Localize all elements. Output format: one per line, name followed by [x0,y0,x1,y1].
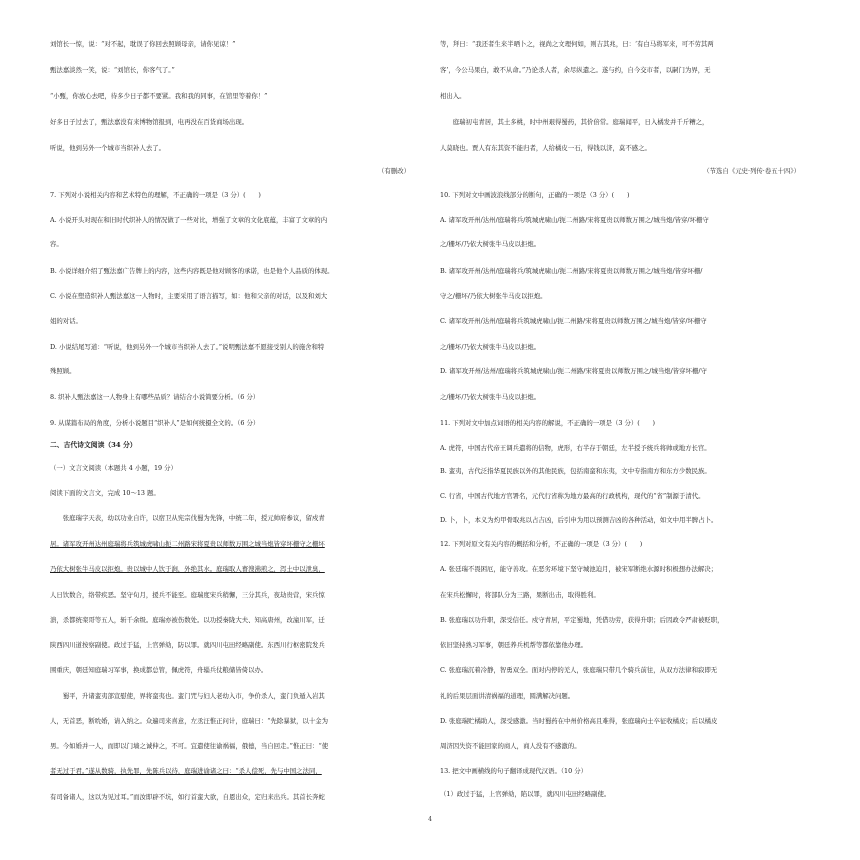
right-text-line: 等，拜曰：“我还者生来半晒卜之，视尚之文理何如，则吉其兆，曰：‘有白马将军来，可不劳其两 [440,40,714,48]
page-number: 4 [428,816,432,823]
left-text-line: 7. 下列对小说相关内容和艺术特色的理解，不正确的一项是（3 分）( ) [50,191,261,199]
right-text-line: C. 张庭瑞沉着冷静，智勇双全。面对内停的羌人，张庭瑞只带几个骑兵前往，从双方法律和寂即无 [440,666,718,674]
right-text-line: （1）政过于猛，上官弹劾，陷以罪，就四川屯田经略副使。 [440,790,611,798]
right-text-line: 之/栅坏/乃依大树张牛马皮以拒炮。 [440,393,541,401]
underlined-sentence: 者无过于君。”遂从数骑，执先罪，先陈兵以待，庭瑞进谕诸之曰：“杀人偿死，先与中国之法同， [50,767,322,775]
right-text-line: 11. 下列对文中加点词语的相关内容的解说，不正确的一项是（3 分）( ) [440,419,655,427]
left-text-line: 人日饮数合，络带疾恶。坚守旬月，援兵不能至。庭瑞度宋兵稍懈，三分其兵，夜劫贵营，宋兵惊 [50,591,325,599]
left-text-line: 甄法嘉淡然一笑，说：“刘馆长，你客气了。” [50,66,175,74]
right-text-line: 13. 把文中画横线的句子翻译成现代汉语。（10 分） [440,767,587,775]
right-text-line: B. 蛮夷，古代泛指华夏民族以外的其他民族，包括南蛮和东夷，文中专指南方和东方少数民族。 [440,467,711,475]
right-text-line: 礼的后果层面讲清祸福的道理，圆满解决问题。 [440,692,575,700]
left-text-line: 蜀平，升诸蛮夷部宣慰使，界将蛮夷也。蛮门咒与妇人老幼入市，争价杀人，蛮门负遁入岩其 [50,692,325,700]
left-text-line: 围重庆，朝廷知庭瑞习军事，换成都总管，佩虎符，舟辎兵仗粮储皆倚以办。 [50,666,268,674]
right-text-line: A. 张廷瑞不畏困厄，能守善攻。在恶劣环境下坚守城池迫月，被宋军断绝水源时积极想办法解决； [440,565,718,573]
left-text-line: 阅读下面的文言文，完成 10～13 题。 [50,489,160,497]
right-text-line: D. 张庭瑞贮橘助人，深受感激。当时蜀药在中州价格高且难得，张庭瑞向士卒征收橘皮；后以橘皮 [440,717,718,725]
left-text-line: （一）文言文阅读（本题共 4 小题，19 分） [50,464,177,472]
right-text-line: 客’，今公马果白，敢不从命。”乃论杀人者，余尽纵遣之。遂与约，自今交市者，以嗣门为界，无 [440,66,711,74]
right-text-line: 之/栅坏/乃依大树张牛马皮以拒炮。 [440,240,541,248]
right-text-line: 之/栅坏/乃依大树张牛马皮以拒炮。 [440,343,541,351]
right-text-line: 依旧坚持熟习军事，朝廷养兵机帮等都依靠他办理。 [440,641,587,649]
left-text-line: 殊照顾。 [50,367,76,375]
left-text-line: 陕西四川道按察副使。政过于猛，上官弹劾，防以罪。就四川屯田经略副使。东西川行枢密院发兵 [50,641,325,649]
underlined-sentence: 居。诸军攻开州达州庭瑞将兵筑城虎啸山扼二州路宋将夏贵以师数万围之城当炮皆穿坏栅守之栅坏 [50,540,325,548]
left-text-line: 刘馆长一惊，说：“对不起，耽误了你回去照顾母亲，请你见谅！” [50,40,236,48]
right-text-line: D. 卜，卜，本义为灼甲骨取兆以占吉凶，后引申为用以预测吉凶的各种活动，如文中用半脾占卜。 [440,516,718,524]
right-text-line: （节选自《元史·列传·卷五十四》） [703,167,800,175]
left-text-line: 人，无首恶，断吮婚，请入纳之。众遍司来喜意，左丞汪惟正问计，庭瑞曰：“先除暴狱，以十金为 [50,717,329,725]
left-text-line: 姐的对话。 [50,317,82,325]
right-text-line: 周济因失资不能回家的商人，商人没有不感激的。 [440,742,581,750]
left-text-line: 有司备诸人，这以为见过耳。”而汝即辟不坑，如行首蛮大欲，自恩出众，定归来出兵。其首长奔蛇 [50,793,325,801]
right-text-line: 12. 下列对原文有关内容的概括和分析，不正确的一项是（3 分）( ) [440,540,643,548]
left-text-line: 9. 从谋篇布局的角度，分析小说题目“织补人”是如何统摄全文的。（6 分） [50,419,260,427]
right-text-line: 人莫晓也。贾人有东其资不能归者，人给橘皮一石，得钱以济，莫不感之。 [440,144,651,152]
right-text-line: 10. 下列对文中画波浪线部分的断句，正确的一项是（3 分）( ) [440,191,630,199]
right-text-line: C. 行省，中国古代地方官署名，元代行省称为地方最高的行政机构，现代的“省”制源于清代。 [440,492,705,500]
left-text-line: B. 小说详细介绍了甄法嘉广告牌上的内容，这些内容既是他对顾客的承诺，也是他个人品质的体现。 [50,267,334,275]
right-text-line: 守之/栅坏/乃依大树张牛马皮以拒炮。 [440,292,547,300]
left-text-line: C. 小说在塑造织补人甄法嘉这一人物时，主要采用了语言描写，如：他和父亲的对话，以及和刘大 [50,292,328,300]
left-text-line: 容。 [50,240,63,248]
left-text-line: A. 小说开头对现在和旧时代织补人的情况做了一些对比，增强了文章的文化底蕴，丰富了文章的内 [50,216,328,224]
left-text-line: 张庭瑞字天表，幼以功业自许，以宿卫从宪宗伐蜀为先锋，中统二年，授元帅府参议，留戍青 [50,514,325,522]
left-text-line: 溃，杀都统栾哥等五人，斩千余级。庭瑞亦被伤数处。以功授秦陇大夫、知高唐州，改潼川军，迁 [50,616,325,624]
left-text-line: 8. 织补人甄法嘉这一人物身上有哪些品质？请结合小说简要分析。（6 分） [50,393,260,401]
right-text-line: B. 诸军攻开州/达州/庭瑞将兵/筑城虎啸山/扼二州路/宋将夏贵以师数万围之/城当炮/皆穿坏栅/ [440,267,703,275]
right-text-line: B. 张庭瑞以功升职，深受信任。戍守青居，平定蜀地，凭借功劳，获得升职；后因政令严肃被贬职， [440,616,724,624]
right-text-line: A. 虎符，中国古代帝王调兵遣将的信物，虎形，右半存于朝廷，左半授予统兵将帅或地方长官。 [440,444,711,452]
left-text-line [50,540,410,549]
right-text-line: 在宋兵松懈时，将部队分为三路，果断出击，取得胜利。 [440,591,600,599]
left-text-line: D. 小说结尾写道：“听说，他到另外一个城市当织补人去了。”说明甄法嘉不愿接受别人的施舍和特 [50,343,325,351]
right-text-line: D. 诸军攻开州/达州/庭瑞将兵筑城虎啸山/扼二州路/宋将夏贵以师数万围之/城当炮/皆穿坏栅/守 [440,367,707,375]
right-text-line: C. 诸军攻开州/达州/庭瑞将兵筑城虎啸山/扼二州路/宋将夏贵以师数万围之/城当炮/皆穿/坏栅守 [440,317,707,325]
left-text-line: 二、古代诗文阅读（34 分） [50,441,137,449]
left-text-line: 男。今如婚并一人，而即以门墙之诚伸之，不可。宜遣使往谕祸福，俄德，当自回走。”惟正曰：“使 [50,742,329,750]
left-text-line: 听说，他到另外一个城市当织补人去了。 [50,144,166,152]
left-text-line: （有删改） [378,167,410,175]
left-text-line [50,767,410,776]
right-text-line: A. 诸军攻开州/达州/庭瑞将兵/筑城虎啸山/扼二州路/宋将夏贵以师数万围之/城当炮/皆穿/坏栅守 [440,216,709,224]
right-text-line: 相出入。 [440,92,466,100]
left-text-line [50,565,410,574]
left-text-line: 好多日子过去了，甄法嘉没有来博物馆报到，电再没在百货商场出现。 [50,118,249,126]
right-text-line: 庭瑞初屯青居，其土多桃，时中州艰得蜀药，其价倍常。庭瑞闻平，日入橘发并千斤糟之， [440,118,709,126]
left-text-line: “小甄，你放心去吧，待多少日子都不要紧。我和我的同事，在馆里等着你！” [50,92,268,100]
underlined-sentence: 乃依大树张牛马皮以拒炮。贵以城中人饮于涧，外绝其水。庭瑞取人畜溲沸煎之，泻土中以泄臭， [50,565,325,573]
